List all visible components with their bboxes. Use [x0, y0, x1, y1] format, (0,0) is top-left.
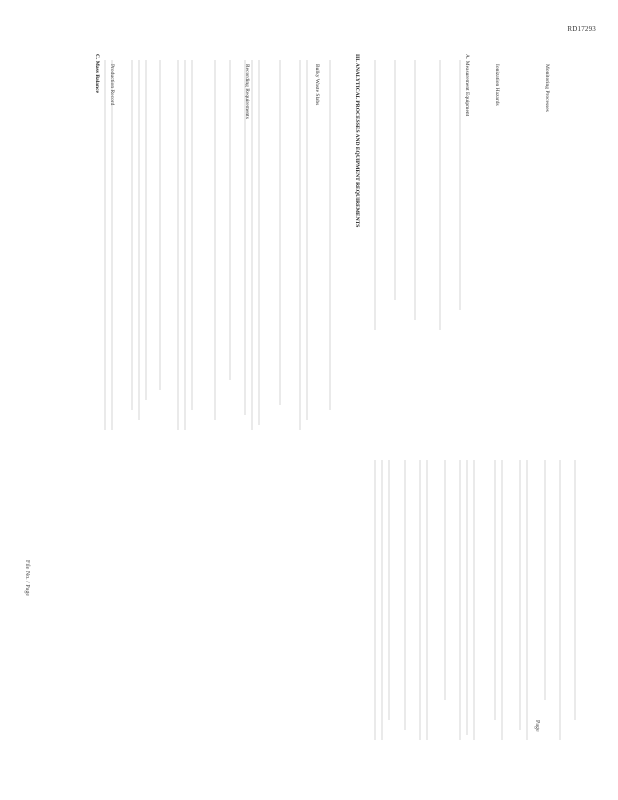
left-sub-c: Bulky Waste Slabs [314, 64, 320, 106]
right-section-a: A. Measurement Equipment [464, 54, 470, 117]
right-sub-2: Monitoring Processes [544, 64, 550, 112]
right-sub-1: Ionization Hazards [494, 64, 500, 106]
left-sub-a: Production Record [109, 64, 115, 106]
document-id: RD17293 [567, 25, 596, 33]
left-sub-b: Recording Requirements [244, 64, 250, 119]
right-page-heading: III. ANALYTICAL PROCESSES AND EQUIPMENT REQUIREMENTS [354, 54, 360, 228]
left-section-heading: C. Mass Balance [94, 54, 100, 93]
left-footer: File No. / Page [24, 560, 30, 596]
right-footer: Page [534, 720, 540, 732]
